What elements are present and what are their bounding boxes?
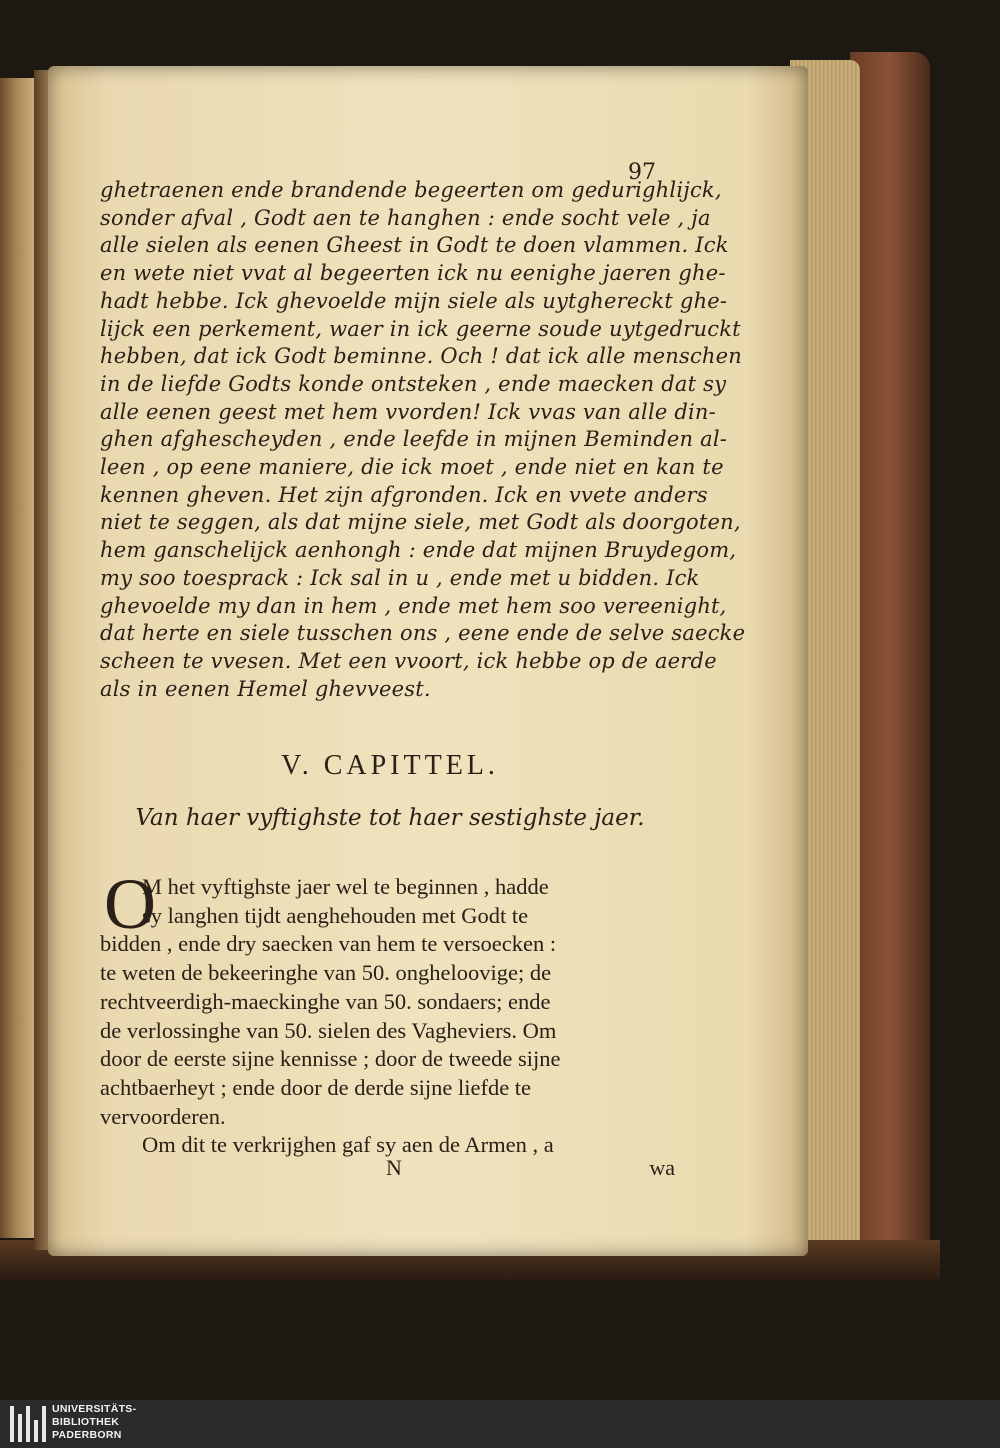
- text-line: niet te seggen, als dat mijne siele, met Godt als doorgoten,: [100, 510, 741, 535]
- text-line: vervoorderen.: [100, 1103, 226, 1129]
- logo-line: UNIVERSITÄTS-: [52, 1403, 137, 1415]
- text-line: hadt hebbe. Ick ghevoelde mijn siele als uytghereckt ghe-: [100, 288, 728, 313]
- text-line: ghevoelde my dan in hem , ende met hem soo vereenight,: [100, 593, 727, 618]
- text-line: kennen gheven. Het zijn afgronden. Ick en vvete anders: [100, 482, 708, 507]
- text-line: alle eenen geest met hem vvorden! Ick vvas van alle din-: [100, 399, 716, 424]
- text-line: Om dit te verkrijghen gaf sy aen de Armen , a: [142, 1132, 554, 1158]
- text-line: achtbaerheyt ; ende door de derde sijne liefde te: [100, 1074, 532, 1100]
- chapter-heading: V. CAPITTEL.: [281, 750, 499, 781]
- text-line: hem ganschelijck aenhongh : ende dat mijnen Bruydegom,: [100, 538, 737, 563]
- text-line: sonder afval , Godt aen te hanghen : ende socht vele , ja: [100, 205, 711, 230]
- text-line: sy langhen tijdt aenghehouden met Godt te: [142, 902, 529, 928]
- chapter-subtitle: Van haer vyftighste tot haer sestighste jaer.: [135, 805, 645, 831]
- library-logo-icon: [10, 1406, 46, 1442]
- logo-line: BIBLIOTHEK: [52, 1416, 120, 1428]
- text-line: te weten de bekeeringhe van 50. ongheloovige; de: [100, 960, 552, 986]
- library-logo-text: [52, 1403, 136, 1442]
- drop-capital: O: [104, 864, 156, 944]
- text-line: lijck een perkement, waer in ick geerne soude uytgedruckt: [100, 316, 741, 341]
- text-line: ghetraenen ende brandende begeerten om gedurighlijck,: [100, 178, 722, 202]
- text-line: scheen te vvesen. Met een vvoort, ick hebbe op de aerde: [100, 648, 717, 673]
- book-cover-right: [850, 52, 930, 1262]
- text-line: als in eenen Hemel ghevveest.: [100, 676, 431, 701]
- italic-paragraph: [100, 177, 746, 703]
- page-number: 97: [628, 160, 656, 185]
- logo-line: PADERBORN: [52, 1429, 122, 1441]
- text-line: de verlossinghe van 50. sielen des Vagheviers. Om: [100, 1017, 557, 1043]
- text-line: dat herte en siele tusschen ons , eene ende de selve saecke: [100, 621, 746, 646]
- text-line: in de liefde Godts konde ontsteken , ende maecken dat sy: [100, 371, 727, 396]
- text-line: en wete niet vvat al begeerten ick nu eenighe jaeren ghe-: [100, 261, 726, 286]
- library-footer: [0, 1400, 1000, 1448]
- page-footer-marks: [100, 1155, 675, 1183]
- text-line: M het vyftighste jaer wel te beginnen , hadde: [142, 874, 549, 899]
- text-line: leen , op eene maniere, die ick moet , ende niet en kan te: [100, 455, 724, 480]
- text-line: hebben, dat ick Godt beminne. Och ! dat ick alle menschen: [100, 344, 742, 369]
- text-line: my soo toesprack : Ick sal in u , ende met u bidden. Ick: [100, 565, 700, 590]
- text-line: bidden , ende dry saecken van hem te versoecken :: [100, 931, 557, 957]
- catchword: wa: [649, 1155, 675, 1180]
- text-line: rechtveerdigh-maeckinghe van 50. sondaers; ende: [100, 988, 551, 1014]
- signature-mark: N: [386, 1155, 402, 1180]
- text-line: alle sielen als eenen Gheest in Godt te doen vlammen. Ick: [100, 233, 729, 258]
- text-line: door de eerste sijne kennisse ; door de tweede sijne: [100, 1046, 561, 1072]
- text-line: ghen afghescheyden , ende leefde in mijnen Beminden al-: [100, 427, 728, 452]
- roman-paragraph: [100, 864, 675, 1160]
